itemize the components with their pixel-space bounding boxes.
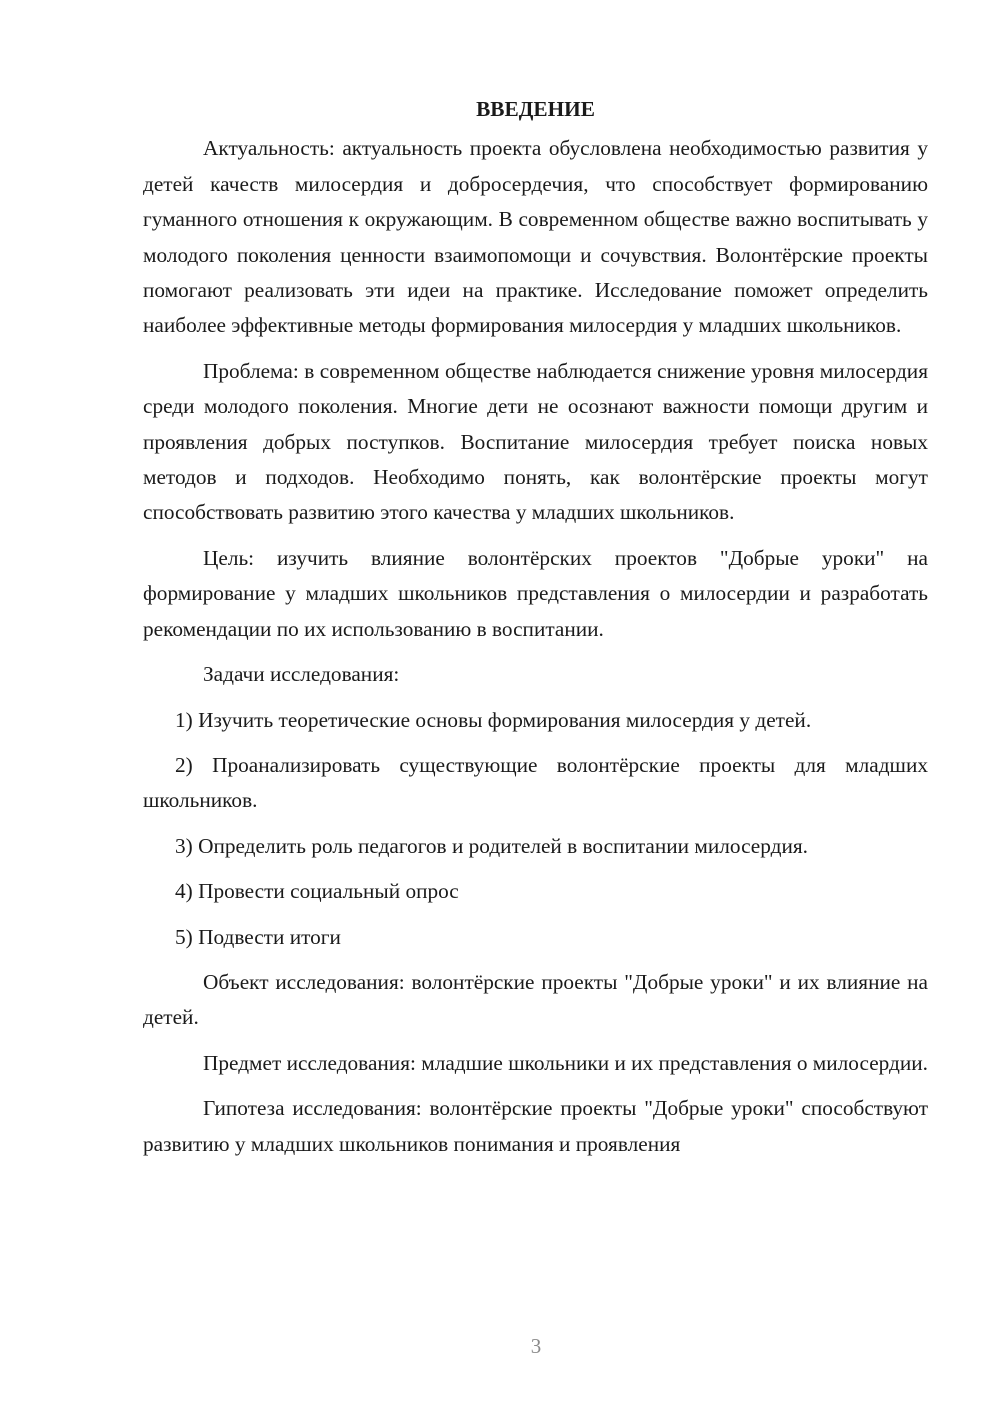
paragraph-hypothesis: Гипотеза исследования: волонтёрские проекты "Добрые уроки" способствуют развитию у младших школьников понимания и проявления (143, 1096, 928, 1156)
task-item-5: 5) Подвести итоги (175, 924, 341, 949)
task-item-2: 2) Проанализировать существующие волонтёрские проекты для младших школьников. (143, 752, 928, 813)
page-title: ВВЕДЕНИЕ (476, 97, 595, 121)
paragraph-subject: Предмет исследования: младшие школьники и их представления о милосердии. (203, 1050, 928, 1075)
paragraph-tasks-heading: Задачи исследования: (203, 662, 400, 687)
paragraph-object: Объект исследования: волонтёрские проекты "Добрые уроки" и их влияние на детей. (143, 969, 928, 1030)
page-number: 3 (530, 1334, 542, 1358)
paragraph-relevance: Актуальность: актуальность проекта обусловлена необходимостью развития у детей качеств милосердия и добросердечия, что способствует формированию гуманного отношения к окружающим. В современном обществе важно воспитывать у молодого поколения ценности взаимопомощи и сочувствия. Волонтёрские проекты помогают реализовать эти идеи на практике. Исследование поможет определить наиболее эффективные методы формирования милосердия у младших школьников. (143, 136, 928, 338)
document-page (143, 92, 928, 1172)
paragraph-problem: Проблема: в современном обществе наблюдается снижение уровня милосердия среди молодого поколения. Многие дети не осознают важности помощи другим и проявления добрых поступков. Воспитание милосердия требует поиска новых методов и подходов. Необходимо понять, как волонтёрские проекты могут способствовать развитию этого качества у младших школьников. (143, 358, 928, 525)
task-item-3: 3) Определить роль педагогов и родителей в воспитании милосердия. (175, 833, 808, 858)
task-item-4: 4) Провести социальный опрос (175, 879, 459, 904)
paragraph-goal: Цель: изучить влияние волонтёрских проектов "Добрые уроки" на формирование у младших школьников представления о милосердии и разработать рекомендации по их использованию в воспитании. (143, 545, 928, 641)
task-item-1: 1) Изучить теоретические основы формирования милосердия у детей. (175, 707, 812, 732)
